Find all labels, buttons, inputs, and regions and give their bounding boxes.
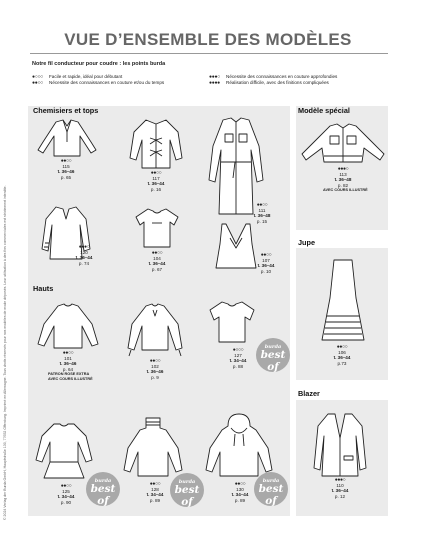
model-sizes: t. 36–46: [59, 361, 77, 367]
burda-best-of-badge: [170, 473, 204, 507]
model-page: p. 89: [234, 497, 246, 503]
difficulty-dots: ●●○○: [32, 80, 43, 87]
difficulty-dots: ●●○○: [336, 344, 348, 350]
section-title-jupe: Jupe: [298, 238, 316, 247]
model-127-meta: [218, 348, 258, 369]
model-page: p. 67: [151, 266, 163, 272]
model-106-meta: [322, 345, 362, 366]
badge-line2: best of: [258, 483, 284, 507]
model-number: 120: [80, 250, 88, 256]
model-page: p. 16: [150, 186, 162, 192]
difficulty-dots: ●●●○: [334, 477, 346, 483]
model-110-illustration[interactable]: [310, 412, 370, 478]
model-number: 127: [234, 353, 242, 359]
model-sizes: t. 34–44: [231, 492, 249, 498]
model-number: 130: [236, 487, 244, 493]
model-number: 101: [64, 356, 72, 362]
model-111-meta: [242, 203, 282, 224]
burda-best-of-badge: [86, 472, 120, 506]
badge-line2: best of: [260, 349, 286, 373]
model-sizes: t. 36–44: [148, 261, 166, 267]
legend-row: [32, 80, 164, 86]
difficulty-dots: ●●●○: [78, 244, 90, 250]
difficulty-dots: ●●○○: [151, 250, 163, 256]
page-title: VUE D’ENSEMBLE DES MODÈLES: [64, 30, 352, 49]
model-sizes: t. 34–44: [57, 494, 75, 500]
model-number: 102: [151, 364, 159, 370]
model-104-meta: [137, 251, 177, 272]
burda-best-of-badge: [256, 338, 290, 372]
legend-text: Facile et rapide, idéal pour débutant: [49, 74, 123, 79]
model-number: 107: [262, 258, 270, 264]
model-sizes: t. 36–44: [257, 263, 275, 269]
difficulty-dots: ●●○○: [149, 481, 161, 487]
model-number: 104: [153, 256, 161, 262]
difficulty-dots: ●●○○: [62, 350, 74, 356]
model-sizes: t. 36–44: [333, 355, 351, 361]
legend-text: Nécessite des connaissances en couture et/ou du temps: [49, 80, 165, 86]
difficulty-dots: ●○○○: [32, 74, 43, 80]
model-note: AVEC COURS ILLUSTRÉ: [48, 377, 93, 382]
difficulty-dots: ●●●○: [337, 166, 349, 172]
badge-line1: burda: [94, 478, 112, 484]
model-page: p. 12: [334, 493, 346, 499]
model-125-meta: [46, 484, 86, 505]
difficulty-legend-right: [209, 74, 337, 87]
model-sizes: t. 36–46: [57, 169, 75, 175]
model-page: p. 15: [256, 218, 268, 224]
model-sizes: t. 36–46: [146, 369, 164, 375]
model-page: p. 9: [151, 374, 159, 380]
model-number: 111: [258, 208, 266, 214]
model-127-illustration[interactable]: [208, 300, 256, 344]
model-104-illustration[interactable]: [134, 207, 180, 249]
model-number: 128: [151, 487, 159, 493]
model-note: PATRON ROSE EXTRA: [48, 371, 90, 376]
model-page: p. 89: [149, 497, 161, 503]
difficulty-dots: ●●○○: [234, 481, 246, 487]
legend-row: [209, 80, 337, 86]
model-120-meta: [64, 245, 104, 266]
section-title-chemisiers: Chemisiers et tops: [33, 106, 99, 115]
badge-line2: best of: [174, 484, 200, 508]
model-113-meta: [323, 166, 368, 193]
difficulty-dots: ●●○○: [256, 202, 268, 208]
difficulty-legend-left: [32, 74, 164, 87]
model-sizes: t. 36–48: [253, 213, 271, 219]
difficulty-dots: ●●○○: [149, 358, 161, 364]
badge-line1: burda: [178, 479, 196, 485]
section-title-hauts: Hauts: [33, 284, 54, 293]
model-number: 125: [62, 489, 70, 495]
model-sizes: t. 36–44: [75, 255, 93, 261]
model-102-illustration[interactable]: [124, 302, 186, 358]
model-117-meta: [136, 171, 176, 192]
badge-line2: best of: [90, 483, 116, 507]
model-101-meta: [48, 350, 93, 382]
model-page: p. 74: [78, 260, 90, 266]
burda-best-of-badge: [254, 472, 288, 506]
model-102-meta: [135, 359, 175, 380]
section-title-special: Modèle spécial: [298, 106, 350, 115]
model-page: p. 10: [260, 268, 272, 274]
model-number: 115: [62, 164, 70, 170]
model-117-illustration[interactable]: [126, 118, 186, 170]
model-sizes: t. 34–44: [229, 358, 247, 364]
difficulty-dots: ●●○○: [150, 170, 162, 176]
model-110-meta: [320, 478, 360, 499]
model-number: 106: [338, 350, 346, 356]
difficulty-guide-title: Notre fil conducteur pour coudre : les points burda: [32, 61, 166, 67]
model-number: 113: [339, 172, 347, 178]
model-sizes: t. 36–44: [147, 181, 165, 187]
model-128-illustration[interactable]: [120, 416, 186, 480]
model-128-meta: [135, 482, 175, 503]
model-101-illustration[interactable]: [36, 302, 100, 350]
model-page: p. 90: [60, 499, 72, 505]
model-sizes: t. 36–48: [334, 177, 352, 183]
model-page: p. 82: [337, 182, 349, 188]
model-page: p.73: [337, 360, 347, 366]
title-divider: [30, 53, 388, 54]
model-page: p. 65: [60, 174, 72, 180]
difficulty-dots: ●○○○: [232, 347, 244, 353]
difficulty-dots: ●●○○: [60, 483, 72, 489]
model-page: p. 64: [62, 366, 74, 372]
model-page: p. 88: [232, 363, 244, 369]
copyright-side-text: © 2024 Verlag der Burda GmbH, Hauptstraße 130, 77652 Offenburg. Imprimé en Allemagne. Tous droits réservés pour nos modèles de mode déposés. Leur utilisation à des fins commerciales est strictement interdite.: [3, 185, 7, 520]
badge-line1: burda: [264, 344, 282, 350]
difficulty-dots: ●●●●: [209, 80, 220, 87]
model-number: 110: [336, 483, 344, 489]
difficulty-dots: ●●●○: [209, 74, 220, 80]
difficulty-dots: ●●○○: [260, 252, 272, 258]
model-115-illustration[interactable]: [36, 118, 98, 158]
section-title-blazer: Blazer: [298, 389, 320, 398]
model-note: AVEC COURS ILLUSTRÉ: [323, 187, 368, 192]
difficulty-dots: ●●○○: [60, 158, 72, 164]
model-number: 117: [152, 176, 160, 182]
legend-text: Nécessite des connaissances en couture approfondies: [226, 74, 338, 79]
model-130-illustration[interactable]: [204, 412, 274, 478]
model-sizes: t. 36–44: [331, 488, 349, 494]
model-106-illustration[interactable]: [320, 258, 366, 342]
model-113-illustration[interactable]: [300, 122, 386, 166]
model-sizes: t. 34–44: [146, 492, 164, 498]
model-125-illustration[interactable]: [34, 422, 94, 480]
legend-text: Réalisation difficile, avec des finitions compliquées: [226, 80, 329, 86]
badge-line1: burda: [262, 478, 280, 484]
model-107-meta: [246, 253, 286, 274]
model-115-meta: [46, 159, 86, 180]
